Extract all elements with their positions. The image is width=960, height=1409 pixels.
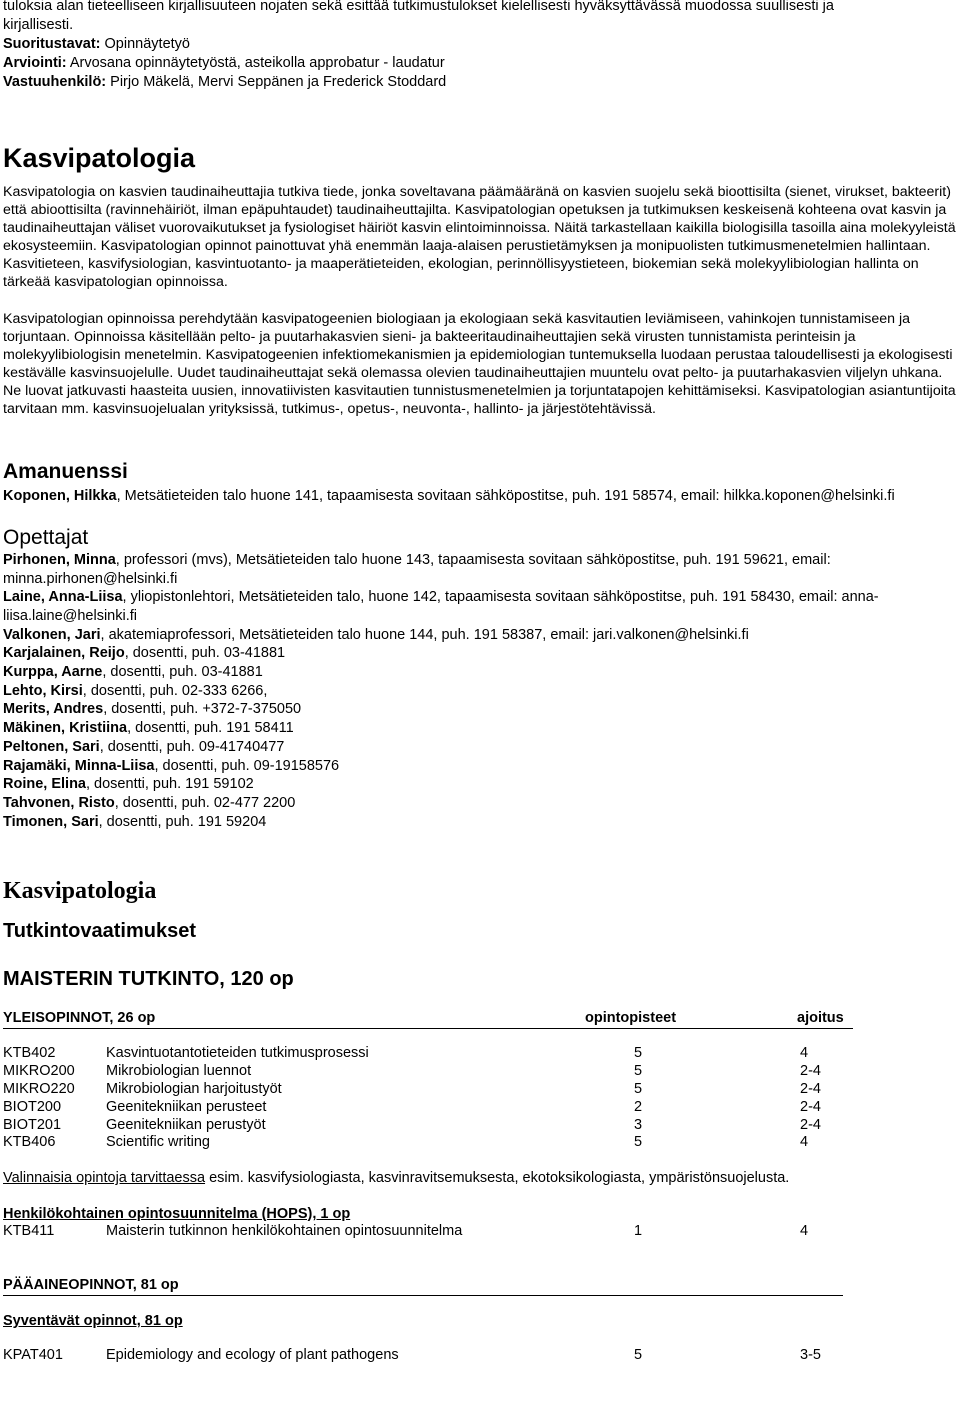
person-name: Kurppa, Aarne <box>3 664 103 681</box>
person-details: , yliopistonlehtori, Metsätieteiden talo, huone 142, tapaamisesta sovitaan sähköpostitse, puh. 191 58430, email: anna-liisa.laine@helsinki.fi <box>3 589 879 624</box>
suoritustavat-label: Suoritustavat: <box>3 36 101 52</box>
syventavat-heading: Syventävät opinnot, 81 op <box>3 1312 183 1329</box>
person-details: , akatemiaprofessori, Metsätieteiden talo huone 144, puh. 191 58387, email: jari.valkonen@helsinki.fi <box>100 626 749 643</box>
person-details: , dosentti, puh. 191 58411 <box>127 720 294 737</box>
teacher-entry <box>3 813 957 832</box>
valinnaisia-line <box>3 1169 957 1188</box>
paaaineopinnot-heading: PÄÄAINEOPINNOT, 81 op <box>3 1276 843 1296</box>
arviointi-line <box>3 54 957 73</box>
course-timing: 4 <box>800 1045 809 1062</box>
section-paragraph-2: Kasvipatologian opinnoissa perehdytään kasvipatogeenien biologiaan ja ekologiaan sekä kasvitautien leviämiseen, vahinkojen tunnistamiseen ja torjuntaan. Opinnoissa käsitellään pelto- ja puutarhakasvien sieni- ja bakteeritaudinaiheuttajien sekä virusten tunnistamista perinteisin ja molekyylibiologisin menetelmin. Kasvipatogeenien infektiomekanismien ja epidemiologian tuntemuksella luodaan perustaa taloudellisesti ja ekologisesti kestävälle kasvinsuojelulle. Uudet taudinaiheuttajat sekä olemassa olevien taudinaiheuttajien muuntelu ovat pelto- ja puutarhakasvien viljelyn uhkana. Ne luovat jatkuvasti haasteita uusien, innovatiivisten kasvitautien tunnistusmenetelmien ja torjuntatapojen kehittämiseksi. Kasvipatologian asiantuntijoita tarvitaan mm. kasvinsuojelualan yrityksissä, tutkimus-, opetus-, neuvonta-, hallinto- ja järjestötehtävissä. <box>3 310 956 418</box>
course-code: BIOT200 <box>3 1098 62 1115</box>
person-details: , dosentti, puh. +372-7-375050 <box>103 701 302 718</box>
course-credits: 2 <box>634 1098 643 1115</box>
vastuuhenkilo-value: Pirjo Mäkelä, Mervi Seppänen ja Frederick Stoddard <box>106 74 447 90</box>
valinnaisia-text: esim. kasvifysiologiasta, kasvinravitsemuksesta, ekotoksikologiasta, ympäristönsuojelusta. <box>205 1170 790 1187</box>
syventavat-table <box>3 1347 860 1365</box>
course-credits: 5 <box>634 1080 643 1097</box>
person-details: , dosentti, puh. 03-41881 <box>102 664 263 681</box>
intro-line-1: tuloksia alan tieteelliseen kirjallisuuteen nojaten sekä esittää tutkimustulokset kielellisesti hyväksyttävässä muodossa suullisesti ja <box>3 0 834 14</box>
course-code: KTB402 <box>3 1045 56 1062</box>
person-details: , dosentti, puh. 02-477 2200 <box>114 794 296 811</box>
section-title-kasvipatologia: Kasvipatologia <box>3 143 196 173</box>
course-code: BIOT201 <box>3 1116 62 1133</box>
person-name: Roine, Elina <box>3 776 86 793</box>
arviointi-label: Arviointi: <box>3 55 67 71</box>
course-timing: 4 <box>800 1134 809 1151</box>
table-row <box>3 1081 860 1099</box>
teacher-entry <box>3 663 957 682</box>
person-details: , dosentti, puh. 191 59102 <box>86 776 254 793</box>
yleisopinnot-table <box>3 1045 860 1152</box>
person-details: , professori (mvs), Metsätieteiden talo huone 143, tapaamisesta sovitaan sähköpostitse, puh. 191 59621, email: minna.pirhonen@helsinki.fi <box>3 551 831 587</box>
course-credits: 5 <box>634 1134 643 1151</box>
course-credits: 1 <box>634 1222 643 1239</box>
section-title-kasvipatologia-2: Kasvipatologia <box>3 878 157 905</box>
course-credits: 5 <box>634 1045 643 1062</box>
person-name: Merits, Andres <box>3 701 104 718</box>
course-code: KPAT401 <box>3 1346 63 1363</box>
hops-table <box>3 1223 860 1241</box>
teacher-entry <box>3 719 957 738</box>
teacher-list <box>3 551 957 832</box>
course-code: MIKRO220 <box>3 1080 75 1097</box>
vastuuhenkilo-label: Vastuuhenkilö: <box>3 74 107 90</box>
course-timing: 3-5 <box>800 1346 821 1363</box>
course-timing: 2-4 <box>800 1080 821 1097</box>
opettajat-heading: Opettajat <box>3 525 89 549</box>
course-timing: 4 <box>800 1222 809 1239</box>
column-header-opintopisteet: opintopisteet <box>585 1010 677 1027</box>
intro-line-2: kirjallisesti. <box>3 17 74 33</box>
teacher-entry <box>3 700 957 719</box>
suoritustavat-value: Opinnäytetyö <box>100 36 190 52</box>
amanuenssi-heading: Amanuenssi <box>3 460 128 484</box>
teacher-entry <box>3 775 957 794</box>
person-details: , dosentti, puh. 02-333 6266, <box>82 682 268 699</box>
teacher-entry <box>3 738 957 757</box>
person-name: Lehto, Kirsi <box>3 682 83 699</box>
hops-heading: Henkilökohtainen opintosuunnitelma (HOPS), 1 op <box>3 1205 351 1222</box>
person-name: Mäkinen, Kristiina <box>3 720 128 737</box>
teacher-entry <box>3 682 957 701</box>
intro-block <box>3 0 957 92</box>
amanuenssi-entry <box>3 487 957 506</box>
table-row <box>3 1134 860 1152</box>
course-timing: 2-4 <box>800 1098 821 1115</box>
person-details: , dosentti, puh. 191 59204 <box>98 813 267 830</box>
document-page <box>3 0 957 1364</box>
person-name: Laine, Anna-Liisa <box>3 589 123 606</box>
teacher-entry <box>3 757 957 776</box>
yleisopinnot-header-row <box>3 1009 853 1029</box>
course-code: KTB406 <box>3 1134 56 1151</box>
suoritustavat-line <box>3 35 957 54</box>
table-row <box>3 1117 860 1135</box>
course-code: MIKRO200 <box>3 1063 75 1080</box>
maisterin-tutkinto-heading: MAISTERIN TUTKINTO, 120 op <box>3 968 294 991</box>
table-row <box>3 1347 860 1365</box>
course-name: Kasvintuotantotieteiden tutkimusprosessi <box>106 1045 369 1062</box>
valinnaisia-label: Valinnaisia opintoja tarvittaessa <box>3 1170 206 1187</box>
person-name: Tahvonen, Risto <box>3 794 115 811</box>
table-row <box>3 1045 860 1063</box>
course-credits: 5 <box>634 1063 643 1080</box>
person-name: Peltonen, Sari <box>3 738 100 755</box>
course-credits: 3 <box>634 1116 643 1133</box>
table-row <box>3 1099 860 1117</box>
vastuuhenkilo-line <box>3 73 957 92</box>
teacher-entry <box>3 644 957 663</box>
person-name: Pirhonen, Minna <box>3 551 116 568</box>
course-timing: 2-4 <box>800 1116 821 1133</box>
table-row <box>3 1223 860 1241</box>
person-details: , dosentti, puh. 09-41740477 <box>99 738 285 755</box>
course-name: Maisterin tutkinnon henkilökohtainen opintosuunnitelma <box>106 1222 463 1239</box>
teacher-entry <box>3 794 957 813</box>
person-name: Timonen, Sari <box>3 813 99 830</box>
course-name: Scientific writing <box>106 1134 210 1151</box>
teacher-entry <box>3 626 957 645</box>
teacher-entry <box>3 551 957 588</box>
course-name: Geenitekniikan perusteet <box>106 1098 267 1115</box>
person-name: Koponen, Hilkka <box>3 488 117 505</box>
person-name: Valkonen, Jari <box>3 626 101 643</box>
person-details: , dosentti, puh. 09-19158576 <box>154 757 340 774</box>
yleisopinnot-heading: YLEISOPINNOT, 26 op <box>3 1010 156 1027</box>
column-header-ajoitus: ajoitus <box>797 1010 844 1027</box>
course-name: Mikrobiologian luennot <box>106 1063 252 1080</box>
course-code: KTB411 <box>3 1222 55 1239</box>
person-name: Karjalainen, Reijo <box>3 645 125 662</box>
teacher-entry <box>3 588 957 625</box>
table-row <box>3 1063 860 1081</box>
person-name: Rajamäki, Minna-Liisa <box>3 757 155 774</box>
course-name: Mikrobiologian harjoitustyöt <box>106 1080 282 1097</box>
course-credits: 5 <box>634 1346 643 1363</box>
course-name: Geenitekniikan perustyöt <box>106 1116 266 1133</box>
person-details: , Metsätieteiden talo huone 141, tapaamisesta sovitaan sähköpostitse, puh. 191 58574, email: hilkka.koponen@helsinki.fi <box>116 488 895 505</box>
course-name: Epidemiology and ecology of plant pathogens <box>106 1346 399 1363</box>
section-paragraph-1: Kasvipatologia on kasvien taudinaiheuttajia tutkiva tiede, jonka soveltavana päämääränä on kasvien suojelu sekä bioottisilta (sienet, virukset, bakteerit) että abioottisilta (ravinnehäiriöt, ilman epäpuhtaudet) taudinaiheuttajilta. Kasvipatologian opetuksen ja tutkimuksen keskeisenä kohteena ovat kasvin ja taudinaiheuttajan väliset vuorovaikutukset ja fysiologiset häiriöt kasvin elintoiminnoissa. Näitä tarkastellaan kaikilla biologisilla tasoilla aina molekyyleistä ekosysteemiin. Kasvipatologian opinnot painottuvat yhä enemmän laaja-alaisen perustietämyksen ja monipuolisten tutkimusmenetelmien hallintaan. Kasvitieteen, kasvifysiologian, kasvintuotanto- ja maaperätieteiden, ekologian, perinnöllisyystieteen, biokemian sekä molekyylibiologian hallinta on tärkeää kasvipatologian opinnoissa. <box>3 184 956 291</box>
arviointi-value: Arvosana opinnäytetyöstä, asteikolla approbatur - laudatur <box>66 55 445 71</box>
tutkintovaatimukset-heading: Tutkintovaatimukset <box>3 920 196 943</box>
person-details: , dosentti, puh. 03-41881 <box>124 645 286 662</box>
course-timing: 2-4 <box>800 1063 821 1080</box>
